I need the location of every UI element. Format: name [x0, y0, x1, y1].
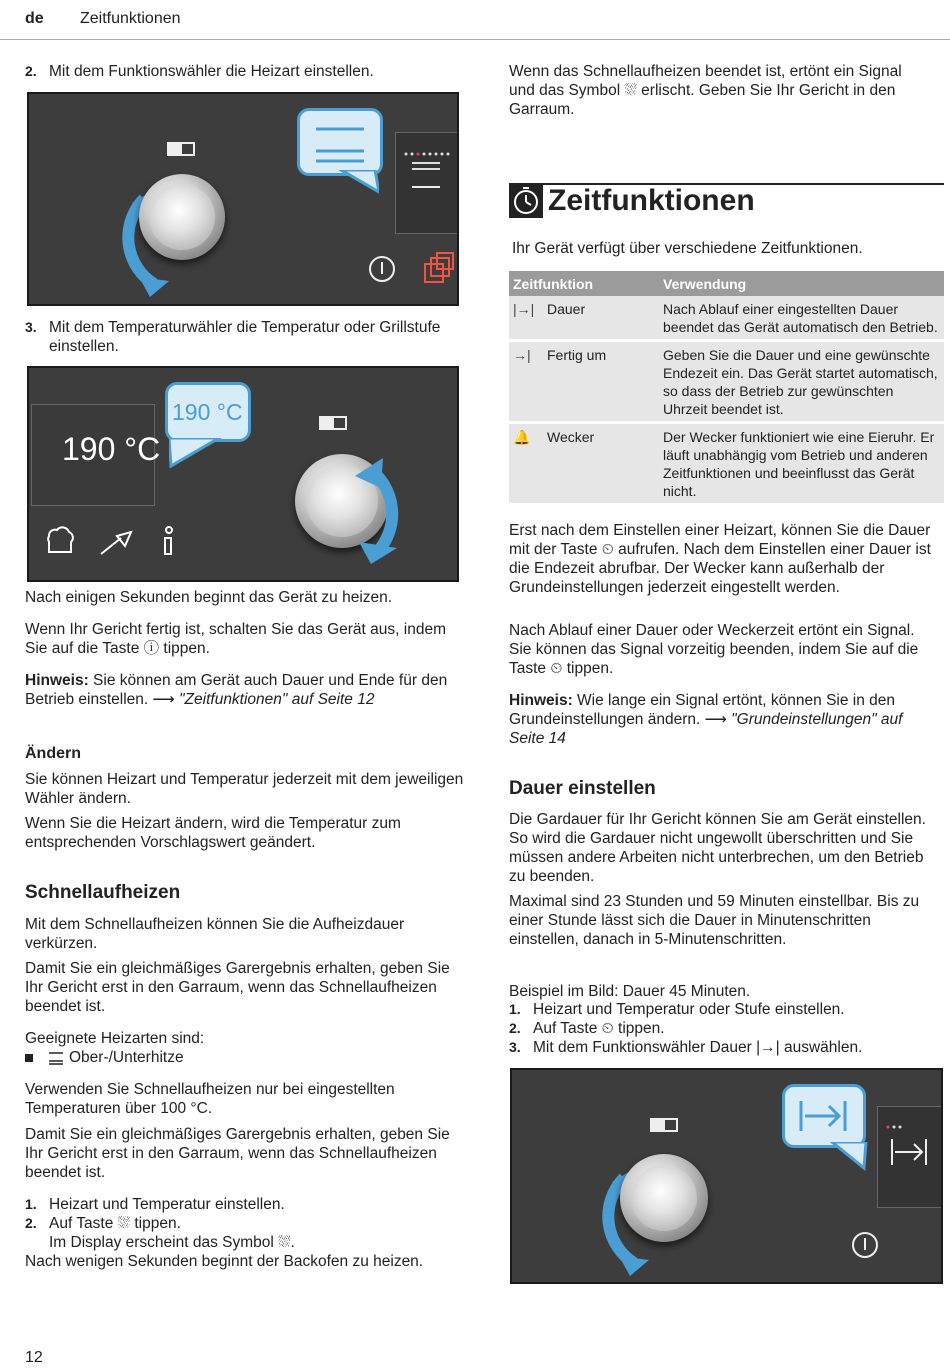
header-title: Zeitfunktionen	[80, 10, 181, 27]
heat-mode-list-icon	[396, 133, 459, 233]
duration-icon: |→|	[513, 301, 535, 317]
step-number: 2.	[509, 1020, 521, 1036]
hinweis-2	[509, 691, 941, 748]
step-3	[25, 318, 465, 356]
hinweis-text: Wie lange ein Signal ertönt, können Sie in den Grundeinstellungen ändern. ⟶	[509, 692, 896, 728]
example-text: Beispiel im Bild: Dauer 45 Minuten.	[509, 983, 751, 1000]
heat-mode-bubble	[297, 108, 383, 176]
language-code: de	[25, 10, 44, 27]
paragraph-dauer-2: Maximal sind 23 Stunden und 59 Minuten einstellbar. Bis zu einer Stunde lässt sich die Dauer in Minutenschritten einstellen, danach in 5-Minutenschritten.	[509, 893, 920, 948]
heading-schnellaufheizen: Schnellaufheizen	[25, 882, 181, 903]
temperature-bubble-text: 190 °C	[172, 399, 243, 425]
temperature-value: 190 °C	[62, 431, 161, 467]
oven-panel-duration	[510, 1068, 943, 1284]
oven-panel-function-selector	[27, 92, 459, 306]
duration-bubble	[782, 1084, 866, 1148]
step-text: Mit dem Funktionswähler Dauer |→| auswählen.	[533, 1039, 863, 1056]
step-2	[25, 62, 455, 81]
step-text: Mit dem Temperaturwähler die Temperatur oder Grillstufe einstellen.	[49, 319, 441, 355]
paragraph-time-1: Erst nach dem Einstellen einer Heizart, können Sie die Dauer mit der Taste ⏲ aufrufen. Nach dem Einstellen einer Dauer ist die Endezeit abrufbar. Der Wecker kann außerhalb der Grundeinstellungen jederzeit eingestellt werden.	[509, 522, 931, 596]
mode-indicator-icon	[650, 1118, 678, 1132]
function-name: Dauer	[547, 301, 586, 317]
power-button-icon[interactable]	[367, 254, 397, 284]
paragraph-schnell-4: Damit Sie ein gleichmäßiges Garergebnis erhalten, geben Sie Ihr Gericht erst in den Garraum, wenn das Schnellaufheizen beendet ist.	[25, 1126, 450, 1181]
step-text: Mit dem Funktionswähler die Heizart einstellen.	[49, 63, 374, 80]
table-row	[509, 296, 944, 341]
end-time-icon: →|	[513, 347, 531, 363]
header-divider	[0, 39, 950, 40]
section-title: Zeitfunktionen	[548, 184, 755, 217]
step-number: 3.	[25, 319, 37, 335]
schnell-end-text: Nach wenigen Sekunden beginnt der Backofen zu heizen.	[25, 1253, 424, 1270]
temperature-bubble	[165, 382, 251, 442]
paragraph-rapid-heat-end: Wenn das Schnellaufheizen beendet ist, ertönt ein Signal und das Symbol ⛆ erlischt. Geben Sie Ihr Gericht in den Garraum.	[509, 63, 902, 118]
schnell-step-2	[25, 1214, 465, 1233]
table-cell-use: Der Wecker funktioniert wie eine Eieruhr. Er läuft unabhängig vom Betrieb und anderen Zeitfunktionen und beeinflusst das Gerät nicht.	[659, 423, 944, 505]
function-selector-knob[interactable]	[139, 174, 225, 260]
mode-indicator-icon	[167, 142, 195, 156]
hinweis-text: Sie können am Gerät auch Dauer und Ende für den Betrieb einstellen. ⟶	[25, 672, 448, 708]
table-cell-function	[509, 423, 659, 505]
paragraph-schnell-3: Verwenden Sie Schnellaufheizen nur bei eingestellten Temperaturen über 100 °C.	[25, 1081, 395, 1117]
bubble-tail	[169, 438, 225, 468]
display-window	[395, 132, 459, 234]
bell-icon: 🔔	[513, 429, 531, 445]
table-header-cell: Verwendung	[659, 271, 944, 296]
section-intro: Ihr Gerät verfügt über verschiedene Zeitfunktionen.	[512, 240, 863, 257]
hinweis-label: Hinweis:	[25, 672, 89, 689]
suitable-modes-list-item	[25, 1048, 465, 1067]
step-number: 1.	[509, 1001, 521, 1017]
page-number: 12	[25, 1349, 43, 1366]
power-button-icon[interactable]	[850, 1230, 880, 1260]
table-cell-function	[509, 296, 659, 341]
paragraph-schnell-1: Mit dem Schnellaufheizen können Sie die Aufheizdauer verkürzen.	[25, 916, 405, 952]
table-header-cell: Zeitfunktion	[509, 271, 659, 296]
table-cell-function	[509, 341, 659, 423]
duration-display-icon	[878, 1107, 943, 1207]
function-name: Wecker	[547, 429, 595, 445]
top-bottom-heat-icon	[47, 1051, 65, 1065]
paragraph-switch-off: Wenn Ihr Gericht fertig ist, schalten Sie das Gerät aus, indem Sie auf die Taste ⓘ tippen.	[25, 621, 446, 657]
rapid-heat-icon[interactable]	[423, 252, 457, 286]
bubble-tail	[339, 170, 379, 196]
top-bottom-heat-icon	[300, 111, 380, 173]
step-text: Heizart und Temperatur oder Stufe einstellen.	[533, 1001, 845, 1018]
bubble-tail	[830, 1142, 870, 1172]
step-number: 2.	[25, 63, 37, 79]
step-number: 3.	[509, 1039, 521, 1055]
step-number: 1.	[25, 1196, 37, 1212]
list-item-text: Ober-/Unterhitze	[69, 1049, 184, 1066]
info-icon[interactable]	[157, 524, 181, 560]
suitable-modes-label: Geeignete Heizarten sind:	[25, 1030, 205, 1047]
dauer-step-2	[509, 1019, 941, 1038]
mode-indicator-icon	[319, 416, 347, 430]
display-window	[877, 1106, 943, 1208]
paragraph-schnell-2: Damit Sie ein gleichmäßiges Garergebnis erhalten, geben Sie Ihr Gericht erst in den Garraum, wenn das Schnellaufheizen beendet ist.	[25, 960, 450, 1015]
paragraph-heat: Nach einigen Sekunden beginnt das Gerät zu heizen.	[25, 589, 393, 606]
table-row	[509, 341, 944, 423]
dauer-step-3	[509, 1038, 941, 1057]
table-cell-use: Geben Sie die Dauer und eine gewünschte Endezeit ein. Das Gerät startet automatisch, so dass der Betrieb zur gewünschten Uhrzeit beendet ist.	[659, 341, 944, 423]
cross-reference-link[interactable]: "Zeitfunktionen" auf Seite 12	[179, 691, 375, 708]
paragraph-aendern-2: Wenn Sie die Heizart ändern, wird die Temperatur zum entsprechenden Vorschlagswert geändert.	[25, 815, 401, 851]
table-header-row	[509, 271, 944, 296]
temperature-display	[31, 404, 161, 506]
duration-icon	[785, 1087, 863, 1145]
paragraph-aendern-1: Sie können Heizart und Temperatur jederzeit mit dem jeweiligen Wähler ändern.	[25, 771, 464, 807]
schnell-step-2-result: Im Display erscheint das Symbol ⛆.	[49, 1234, 295, 1251]
heading-aendern: Ändern	[25, 745, 81, 762]
heading-dauer-einstellen: Dauer einstellen	[509, 778, 656, 799]
step-text: Heizart und Temperatur einstellen.	[49, 1196, 285, 1213]
schnell-step-1	[25, 1195, 465, 1214]
bullet-icon	[25, 1054, 33, 1062]
table-cell-use: Nach Ablauf einer eingestellten Dauer beendet das Gerät automatisch den Betrieb.	[659, 296, 944, 341]
step-text: Auf Taste ⏲ tippen.	[533, 1020, 665, 1037]
cross-reference-link[interactable]: "Grundeinstellungen" auf Seite 14	[509, 711, 903, 747]
function-selector-knob[interactable]	[620, 1154, 708, 1242]
function-name: Fertig um	[547, 347, 607, 363]
clock-icon	[509, 184, 543, 218]
hinweis-label: Hinweis:	[509, 692, 573, 709]
paragraph-time-2: Nach Ablauf einer Dauer oder Weckerzeit ertönt ein Signal. Sie können das Signal vorzeitig beenden, indem Sie auf die Taste ⏲ tippen.	[509, 622, 919, 677]
step-number: 2.	[25, 1215, 37, 1231]
cleaning-brush-icon[interactable]	[99, 528, 135, 558]
dauer-step-1	[509, 1000, 941, 1019]
chef-hat-icon[interactable]	[41, 524, 77, 560]
rotate-arrow-icon	[349, 454, 421, 564]
hinweis-1	[25, 671, 465, 709]
oven-panel-temperature-selector	[27, 366, 459, 582]
paragraph-dauer-1: Die Gardauer für Ihr Gericht können Sie am Gerät einstellen. So wird die Gardauer nicht ungewollt überschritten und Sie müssen andere Arbeiten nicht unterbrechen, um den Betrieb zu beenden.	[509, 811, 926, 885]
step-text: Auf Taste ⛆ tippen.	[49, 1215, 181, 1232]
table-row	[509, 423, 944, 505]
time-functions-table	[509, 271, 944, 506]
